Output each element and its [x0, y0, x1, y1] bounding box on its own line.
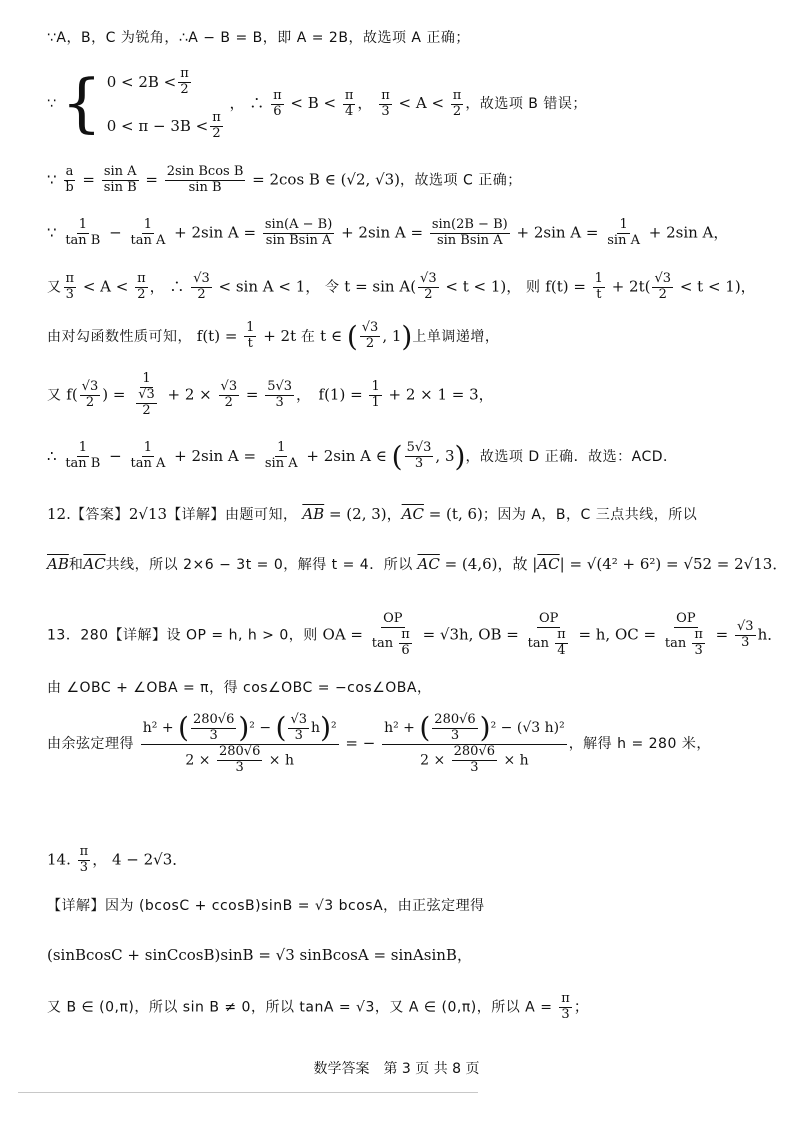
footer-divider [18, 1092, 478, 1093]
q14-line-1: 14. $\frac{\pi}{3}$ ， 4 − 2√3． [47, 844, 188, 875]
q14-line-3: (sinBcosC + sinCcosB)sinB = √3 sinBcosA = sinAsinB， [47, 946, 472, 964]
line-ratio: ∵ $\frac{a}{b}$ = $\frac{\text{sin A}}{\text{sin B}}$ = $\frac{\text{2sin Bcos B}}{\text{sin B}}$ = 2cos B ∈ (√2, √3)，故选项 C 正确； [47, 164, 522, 195]
line-tan-expression: ∵ $\frac{1}{\text{tan B}}$ − $\frac{1}{\text{tan A}}$ + 2sin A = $\frac{\sin(A - B)}{\text{sin Bsin A}}$ + 2sin A = $\frac{\sin(2B - B)}{\text{sin Bsin A}}$ + 2sin A = $\frac{1}{\text{sin A}}$ + 2sin A， [47, 217, 729, 248]
q13-result: ，解得 h = 280 米， [568, 736, 711, 753]
q14-tan-text: 又 B ∈ (0,π)，所以 sin B ≠ 0，所以 tanA = √3，又 A ∈ (0,π)，所以 A = [47, 999, 553, 1016]
page-footer: 数学答案 第 3 页 共 8 页 [313, 1061, 480, 1077]
q12-answer-value: 2√13 [128, 505, 168, 523]
q12-number: 12. [47, 505, 71, 523]
q14-answer: ， 4 − 2√3． [92, 850, 188, 869]
option-d-text: ，故选项 D 正确．故选：ACD． [465, 448, 678, 465]
q14-line-4: 又 B ∈ (0,π)，所以 sin B ≠ 0，所以 tanA = √3，又 A ∈ (0,π)，所以 A = $\frac{\pi}{3}$ ； [47, 991, 589, 1022]
q12-line-1: 12.【答案】2√13【详解】由题可知， $\overline{AB} = (2$, 3)，$\overline{AC} = (t$, 6)；因为 A，B，C 三点共线，所以 [47, 505, 698, 523]
line-acute-angles: ∵A，B，C 为锐角，∴A − B = B，即 A = 2B，故选项 A 正确； [47, 30, 470, 46]
q12-collinear-text: 共线，所以 2×6 − 3t = 0，解得 t = 4．所以 [105, 557, 413, 573]
q14-number: 14. [47, 850, 71, 869]
option-b-text: ，故选项 B 错误； [465, 96, 587, 112]
line-monotonic: 由对勾函数性质可知， f(t) = $\frac{1}{t}$ + 2t 在 t ∈ ( $\frac{√3}{2}$ , 1)上单调递增， [47, 320, 500, 353]
q12-vector-value: = (4,6)，故 [444, 555, 528, 573]
q13-cosine-label: 由余弦定理得 [47, 736, 134, 753]
option-c-text: ，故选项 C 正确； [400, 172, 522, 189]
q12-tail: ；因为 A，B，C 三点共线，所以 [482, 507, 698, 523]
inequality-2: 0 < π − 3B < [106, 117, 209, 135]
line-substitution: 又 $\frac{\pi}{3}$ < A < $\frac{\pi}{2}$ ， ∴ $\frac{√3}{2}$ < sin A < 1， 令 t = sin A( $\frac{√3}{2}$ < t < 1)， 则 f(t) = $\frac{1}{t}$ + 2t( $\frac{√3}{2}$ < t < 1)， [47, 271, 756, 302]
q12-line-2: $\overline{AB}$和$\overline{AC}$共线，所以 2×6 − 3t = 0，解得 t = 4．所以 $\overline{AC} = (4,6)$，故 $|\overline{AC}| = √(4^2 + 6^2) = √52 = 2√13$． [47, 555, 788, 573]
line-range-d: ∴ $\frac{1}{\text{tan B}}$ − $\frac{1}{\text{tan A}}$ + 2sin A = $\frac{1}{\text{sin A}}$ + 2sin A ∈ ( $\frac{5√3}{3}$ , 3)，故选项 D 正确．故选：ACD． [47, 440, 678, 473]
q14-line-2: 【详解】因为 (bcosC + ccosB)sinB = √3 bcosA，由正弦定理得 [47, 898, 485, 914]
monotonic-text: 由对勾函数性质可知， [47, 328, 192, 345]
q12-magnitude: = √(4² + 6²) = √52 = 2√13． [569, 555, 788, 573]
q13-cosine-law: 由余弦定理得 h² + ( $\frac{280√6}{3}$ )² − ( $\frac{√3}{3}$ h)² 2 × $\frac{280√6}{3}$ × h = − h² + ( $\frac{280√6}{3}$ )² − (√3 h)² 2 × $\frac{280√6}{3}$ × h ，解得 h = 280 米， [47, 711, 711, 776]
line-endpoint-values: 又 f( $\frac{√3}{2}$ ) = $\frac{1}{\frac{√3}{2}}$ + 2 × $\frac{√3}{2}$ = $\frac{5√3}{3}$ ， f(1) = $\frac{1}{1}$ + 2 × 1 = 3， [47, 371, 494, 418]
q12-detail-label: 【详解】由题可知， [167, 507, 298, 523]
inequality-1: 0 < 2B < [106, 73, 177, 91]
q13-head: 13．280【详解】设 OP = h, h > 0，则 [47, 627, 318, 644]
q13-line-2: 由 ∠OBC + ∠OBA = π，得 cos∠OBC = −cos∠OBA， [47, 680, 432, 696]
q13-line-1: 13．280【详解】设 OP = h, h > 0，则 OA = OP tan $\frac{\pi}{6}$ = √3h, OB = OP tan $\frac{\pi}{4}$ = h, OC = OP tan $\frac{\pi}{3}$ = $\frac{√3}{3}$ h． [47, 611, 783, 658]
monotonic-tail: 上单调递增， [412, 328, 500, 345]
q12-answer-label: 【答案】 [70, 507, 129, 523]
line-system-range: ∵ { 0 < 2B < $\frac{\pi}{2}$ 0 < π − 3B < $\frac{\pi}{2}$ ， ∴ $\frac{\pi}{6}$ < B < $\frac{\pi}{4}$ ， $\frac{\pi}{3}$ < A < $\frac{\pi}{2}$ ，故选项 B 错误； [47, 65, 587, 141]
